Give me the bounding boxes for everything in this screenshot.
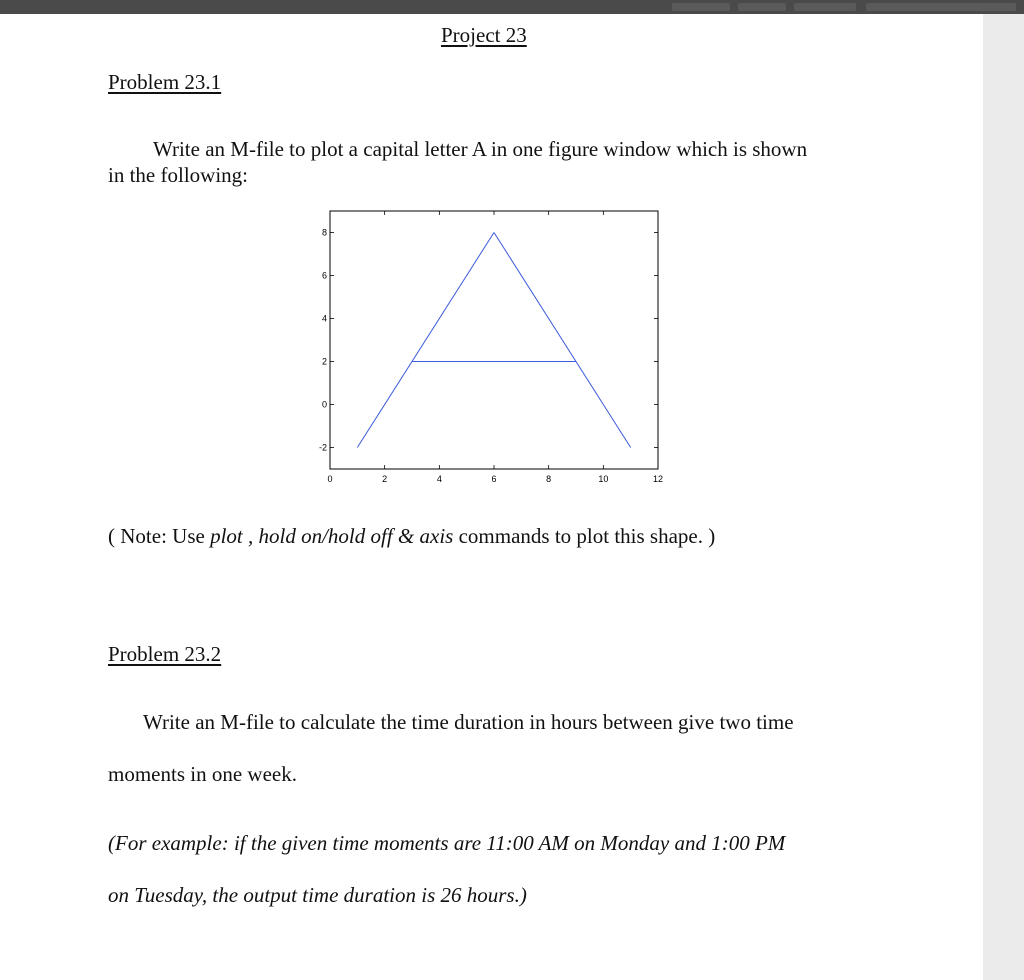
note-hold: hold on/hold off: [258, 524, 393, 548]
x-tick-label: 4: [436, 474, 442, 484]
note-suffix: commands to plot this shape. ): [453, 524, 716, 548]
y-tick-label: 4: [321, 313, 327, 324]
problem-1-heading: Problem 23.1: [108, 70, 222, 94]
toolbar-segment: [866, 3, 1016, 11]
x-tick-label: 2: [382, 474, 388, 484]
toolbar-segment: [738, 3, 786, 11]
toolbar-segment: [672, 3, 730, 11]
side-panel: [983, 14, 1024, 980]
y-tick-label: -2: [318, 442, 327, 453]
problem-2-line-2: moments in one week.: [108, 762, 297, 786]
y-tick-label: 6: [321, 270, 327, 281]
letter-a-plot: [310, 205, 670, 490]
problem-2-example-line-2: on Tuesday, the output time duration is 26 hours.): [108, 883, 527, 907]
x-tick-label: 6: [491, 474, 497, 484]
problem-2-line-1: Write an M-file to calculate the time duration in hours between give two time: [143, 710, 794, 734]
note-plot: plot ,: [210, 524, 254, 548]
x-tick-label: 8: [546, 474, 552, 484]
y-tick-label: 2: [321, 356, 327, 367]
x-tick-label: 12: [652, 474, 664, 484]
note-prefix: ( Note: Use: [108, 524, 211, 548]
note-amp: &: [392, 524, 420, 548]
window-top-bar: [0, 0, 1024, 14]
problem-1-line-1: Write an M-file to plot a capital letter A in one figure window which is shown: [153, 137, 808, 161]
y-tick-label: 0: [321, 399, 327, 410]
problem-2-heading: Problem 23.2: [108, 642, 222, 666]
problem-2-example-line-1: (For example: if the given time moments are 11:00 AM on Monday and 1:00 PM: [108, 831, 786, 855]
y-tick-label: 8: [321, 227, 327, 238]
x-tick-label: 10: [598, 474, 609, 484]
toolbar-segment: [794, 3, 856, 11]
x-tick-label: 0: [327, 474, 333, 484]
problem-1-line-2: in the following:: [108, 163, 248, 187]
note-axis: axis: [419, 524, 454, 548]
problem-1-note: [108, 524, 715, 548]
plot-frame: [330, 211, 658, 469]
document-title: Project 23: [441, 23, 527, 47]
document-page: [0, 14, 983, 980]
